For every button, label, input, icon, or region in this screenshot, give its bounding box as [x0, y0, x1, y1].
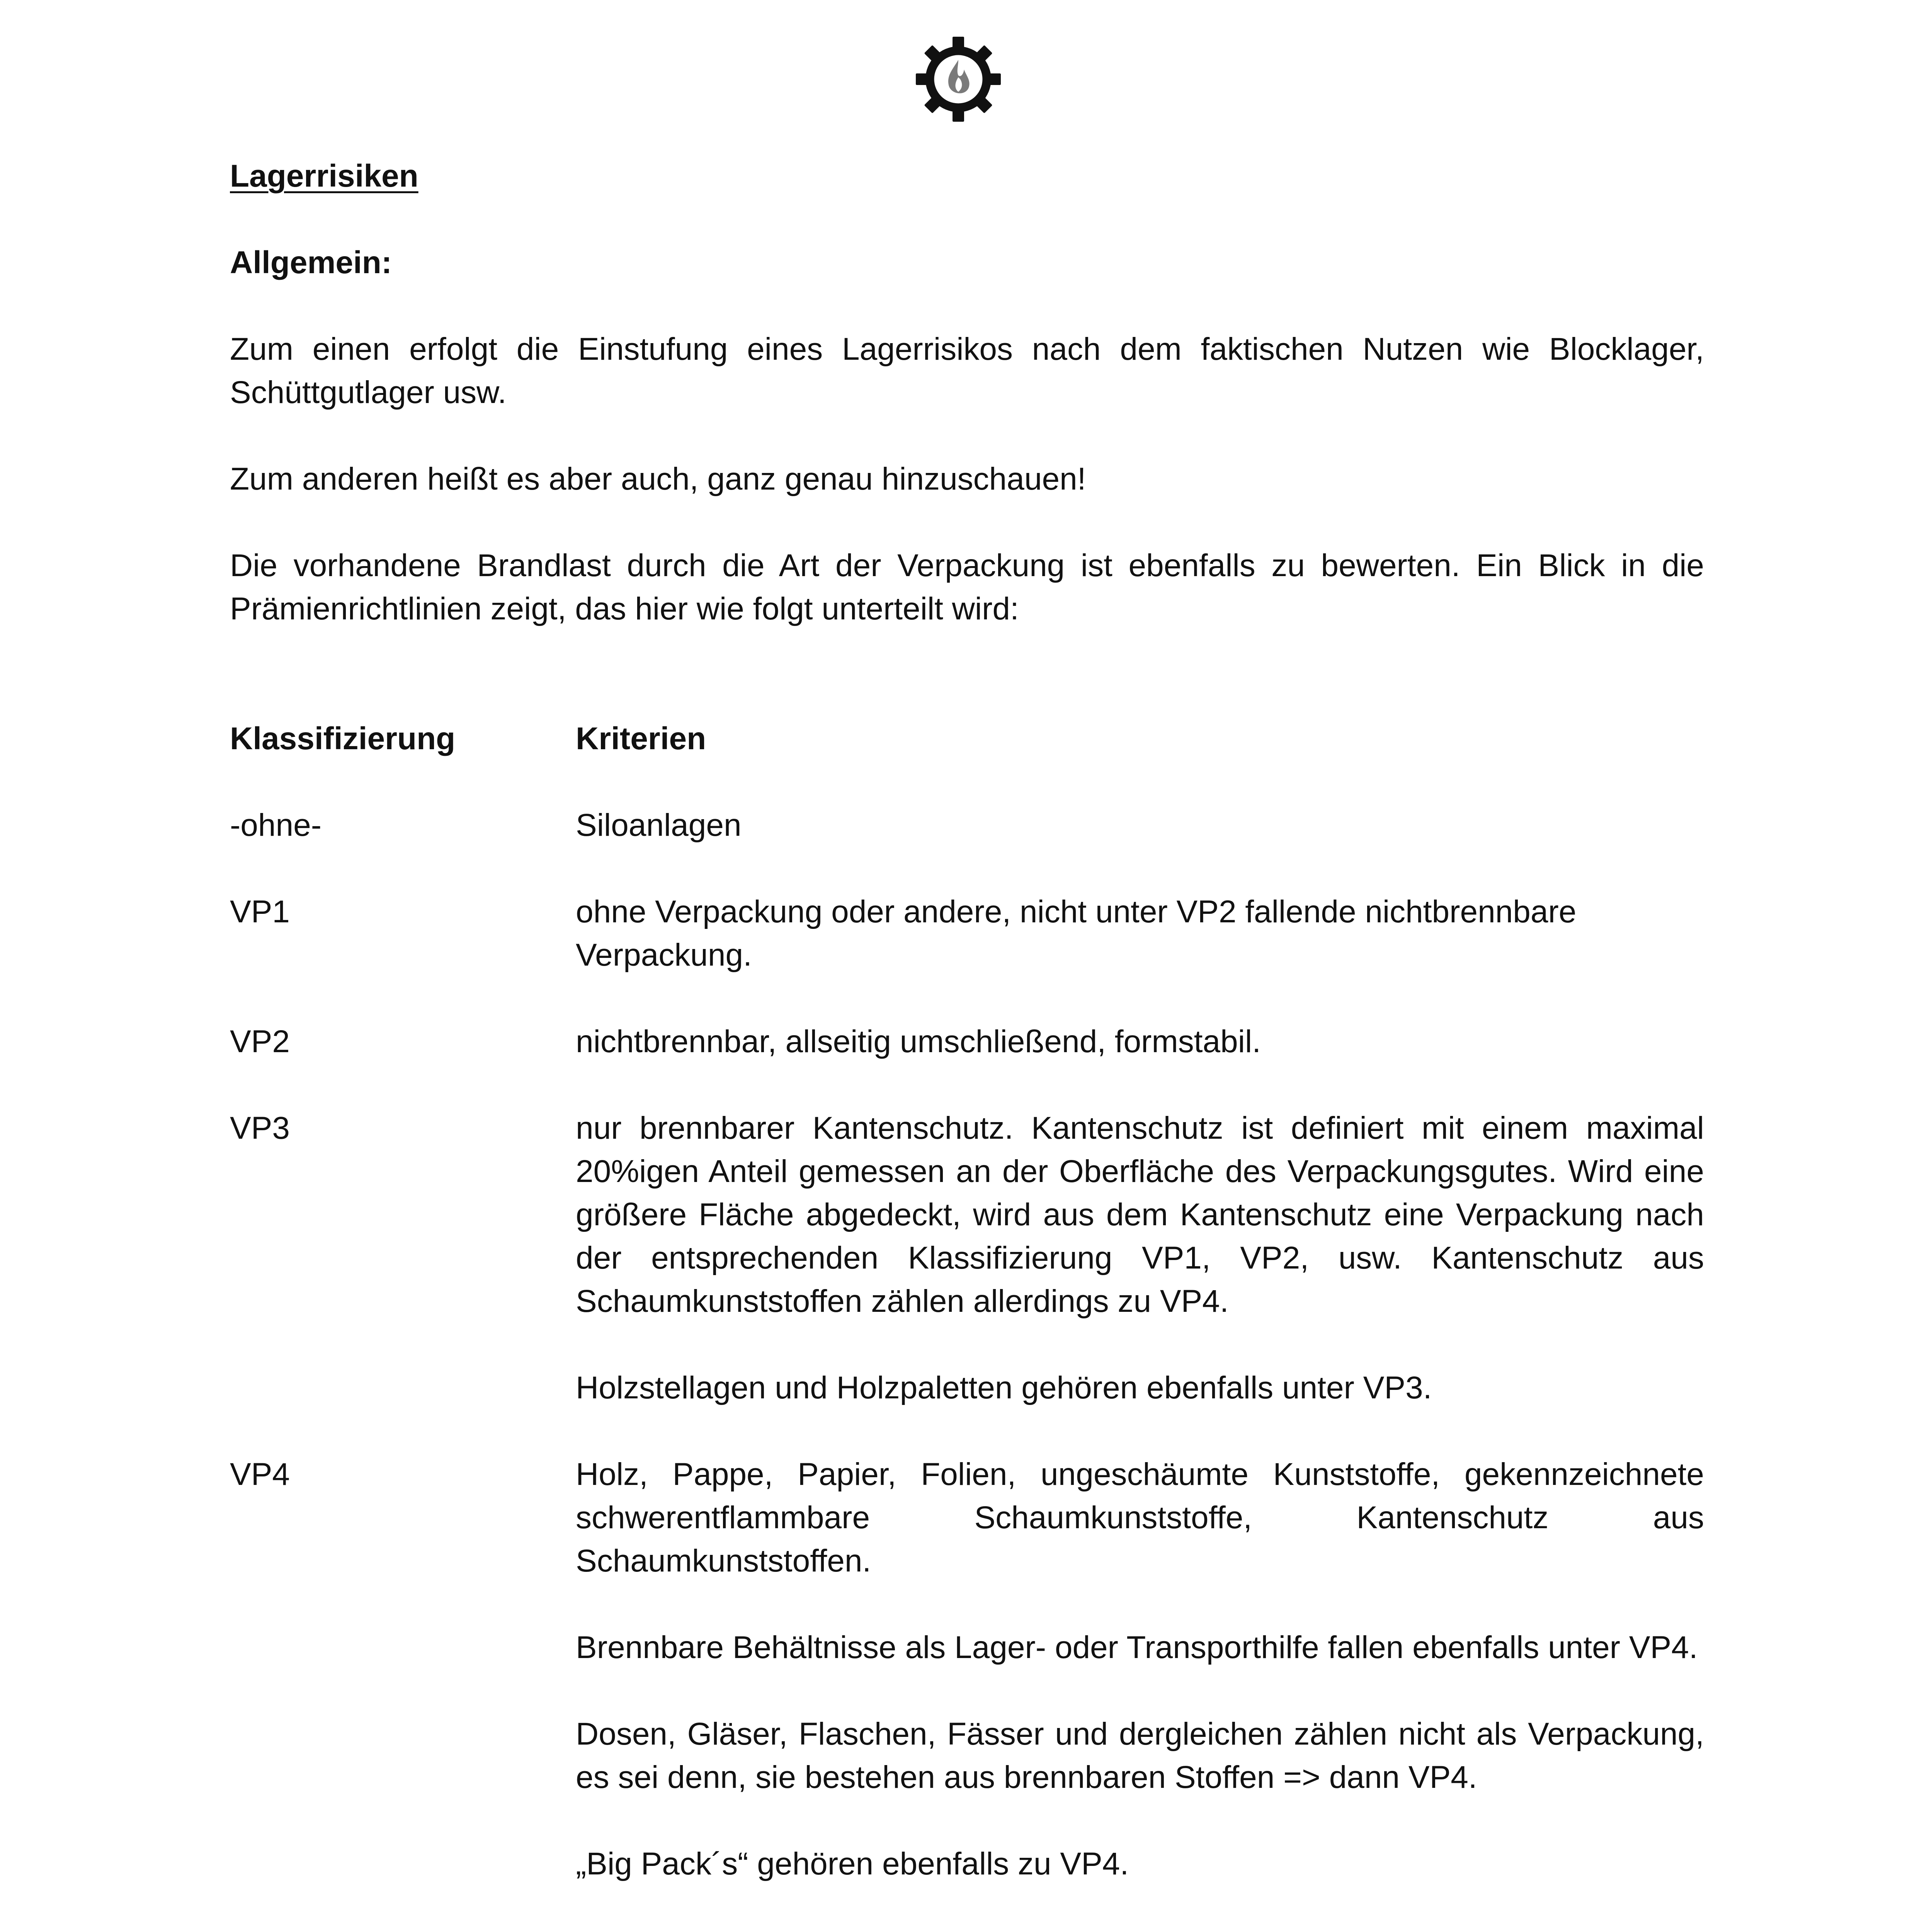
criteria-text: Siloanlagen [576, 808, 742, 843]
row-classification [230, 1929, 576, 1932]
section-heading: Allgemein: [230, 245, 392, 280]
table-row [230, 1020, 1704, 1063]
criteria-text: Dosen, Gläser, Flaschen, Fässer und dergleichen zählen nicht als Verpackung, es sei denn, sie bestehen aus brennbaren Stoffen => dann VP4. [576, 1716, 1704, 1795]
classification-table [230, 717, 1704, 1932]
row-classification: VP1 [230, 894, 290, 929]
criteria-text: „Big Pack´s“ gehören ebenfalls zu VP4. [576, 1846, 1129, 1881]
row-criteria [576, 1107, 1704, 1410]
table-row [230, 1453, 1704, 1886]
table-row [230, 804, 1704, 847]
row-classification: -ohne- [230, 808, 322, 843]
paragraph-look-closely: Zum anderen heißt es aber auch, ganz genau hinzuschauen! [230, 461, 1086, 497]
table-row [230, 1929, 1704, 1932]
document-content [230, 155, 1704, 1932]
row-classification: VP4 [230, 1457, 290, 1492]
row-classification: VP2 [230, 1024, 290, 1059]
criteria-text [576, 1929, 1704, 1932]
row-criteria [576, 1453, 1704, 1886]
paragraph-fire-load: Die vorhandene Brandlast durch die Art der Verpackung ist ebenfalls zu bewerten. Ein Blick in die Prämienrichtlinien zeigt, das hier wie folgt unterteilt wird: [230, 548, 1704, 626]
header-criteria: Kriterien [576, 721, 706, 756]
row-criteria [576, 890, 1704, 977]
criteria-text: ohne Verpackung oder andere, nicht unter VP2 fallende nichtbrennbare Verpackung. [576, 894, 1577, 973]
paragraph-intro: Zum einen erfolgt die Einstufung eines Lagerrisikos nach dem faktischen Nutzen wie Blocklager, Schüttgutlager usw. [230, 332, 1704, 410]
table-header-row [230, 717, 1704, 760]
criteria-text: Holz, Pappe, Papier, Folien, ungeschäumte Kunststoffe, gekennzeichnete schwerentflammbare Schaumkunststoffe, Kantenschutz aus Schaumkunststoffen. [576, 1457, 1704, 1578]
criteria-text: nur brennbarer Kantenschutz. Kantenschutz ist definiert mit einem maximal 20%igen Anteil gemessen an der Oberfläche des Verpackungsgutes. Wird eine größere Fläche abgedeckt, wird aus dem Kantenschutz eine Verpackung nach der entsprechenden Klassifizierung VP1, VP2, usw. Kantenschutz aus Schaumkunststoffen zählen allerdings zu VP4. [576, 1111, 1704, 1319]
row-classification: VP3 [230, 1111, 290, 1146]
document-title: Lagerrisiken [230, 158, 418, 194]
criteria-text: Brennbare Behältnisse als Lager- oder Transporthilfe fallen ebenfalls unter VP4. [576, 1630, 1698, 1665]
row-criteria [576, 1929, 1704, 1932]
table-row [230, 1107, 1704, 1410]
gear-with-flame-icon [910, 31, 1007, 128]
criteria-text: nichtbrennbar, allseitig umschließend, formstabil. [576, 1024, 1261, 1059]
header-classification: Klassifizierung [230, 721, 456, 756]
criteria-text: Holzstellagen und Holzpaletten gehören ebenfalls unter VP3. [576, 1370, 1432, 1405]
row-criteria [576, 804, 1704, 847]
row-criteria [576, 1020, 1704, 1063]
table-row [230, 890, 1704, 977]
